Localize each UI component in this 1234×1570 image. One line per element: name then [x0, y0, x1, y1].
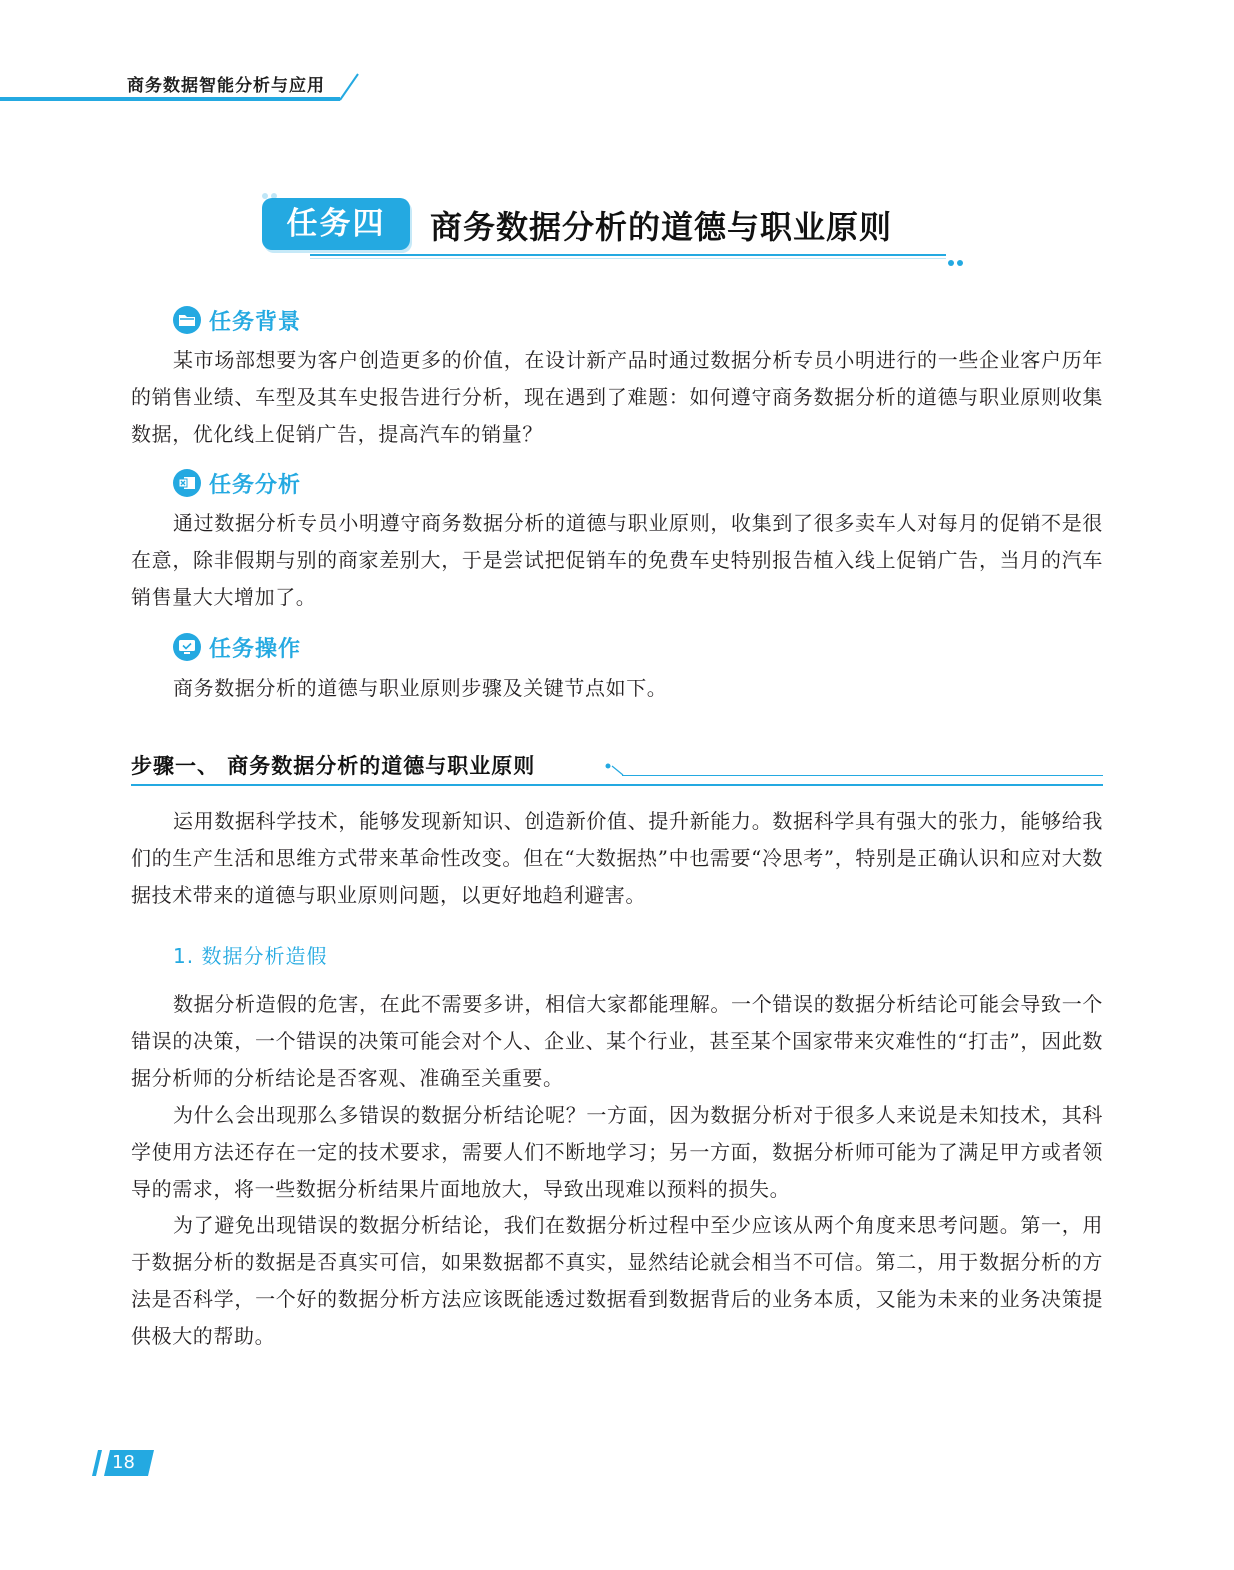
- header-rule: [0, 97, 340, 101]
- title-end-dots: [948, 251, 966, 270]
- running-header: 商务数据智能分析与应用: [127, 76, 325, 96]
- subheading-data-fraud: 1. 数据分析造假: [173, 944, 328, 968]
- section-heading-operation: [173, 631, 301, 663]
- task-title: 商务数据分析的道德与职业原则: [430, 208, 893, 246]
- body-paragraph: 为什么会出现那么多错误的数据分析结论呢？一方面，因为数据分析对于很多人来说是未知技术，其科学使用方法还存在一定的技术要求，需要人们不断地学习；另一方面，数据分析师可能为了满足甲方或者领导的需求，将一些数据分析结果片面地放大，导致出现难以预料的损失。: [131, 1103, 1103, 1201]
- step-rule-short: [622, 775, 1103, 776]
- step-heading: 步骤一、 商务数据分析的道德与职业原则: [131, 754, 536, 778]
- task-badge: 任务四: [262, 198, 410, 250]
- page-number: 18: [112, 1452, 135, 1473]
- section-label: 任务背景: [209, 308, 302, 335]
- excel-icon: [173, 469, 201, 497]
- operation-paragraph: 商务数据分析的道德与职业原则步骤及关键节点如下。: [173, 676, 668, 700]
- step-intro-paragraph: 运用数据科学技术，能够发现新知识、创造新价值、提升新能力。数据科学具有强大的张力，能够给我们的生产生活和思维方式带来革命性改变。但在“大数据热”中也需要“冷思考”，特别是正确认识和应对大数据技术带来的道德与职业原则问题，以更好地趋利避害。: [131, 809, 1103, 907]
- background-paragraph: 某市场部想要为客户创造更多的价值，在设计新产品时通过数据分析专员小明进行的一些企业客户历年的销售业绩、车型及其车史报告进行分析，现在遇到了难题：如何遵守商务数据分析的道德与职业原则收集数据，优化线上促销广告，提高汽车的销量？: [131, 348, 1103, 446]
- header-slash-decoration: [336, 72, 364, 102]
- analysis-paragraph: 通过数据分析专员小明遵守商务数据分析的道德与职业原则，收集到了很多卖车人对每月的促销不是很在意，除非假期与别的商家差别大，于是尝试把促销车的免费车史特别报告植入线上促销广告，当月的汽车销售量大大增加了。: [131, 511, 1103, 609]
- section-heading-analysis: [173, 467, 301, 499]
- section-label: 任务分析: [209, 471, 302, 498]
- folder-icon: [173, 306, 201, 334]
- section-label: 任务操作: [209, 635, 302, 662]
- body-paragraph: 数据分析造假的危害，在此不需要多讲，相信大家都能理解。一个错误的数据分析结论可能会导致一个错误的决策，一个错误的决策可能会对个人、企业、某个行业，甚至某个国家带来灾难性的“打击”，因此数据分析师的分析结论是否客观、准确至关重要。: [131, 992, 1103, 1090]
- body-paragraph: 为了避免出现错误的数据分析结论，我们在数据分析过程中至少应该从两个角度来思考问题。第一，用于数据分析的数据是否真实可信，如果数据都不真实，显然结论就会相当不可信。第二，用于数据分析的方法是否科学，一个好的数据分析方法应该既能透过数据看到数据背后的业务本质，又能为未来的业务决策提供极大的帮助。: [131, 1213, 1103, 1348]
- step-rule: [131, 784, 1103, 786]
- title-underline: [310, 254, 946, 256]
- title-underline-light: [310, 258, 946, 259]
- monitor-check-icon: [173, 633, 201, 661]
- section-heading-background: [173, 304, 301, 336]
